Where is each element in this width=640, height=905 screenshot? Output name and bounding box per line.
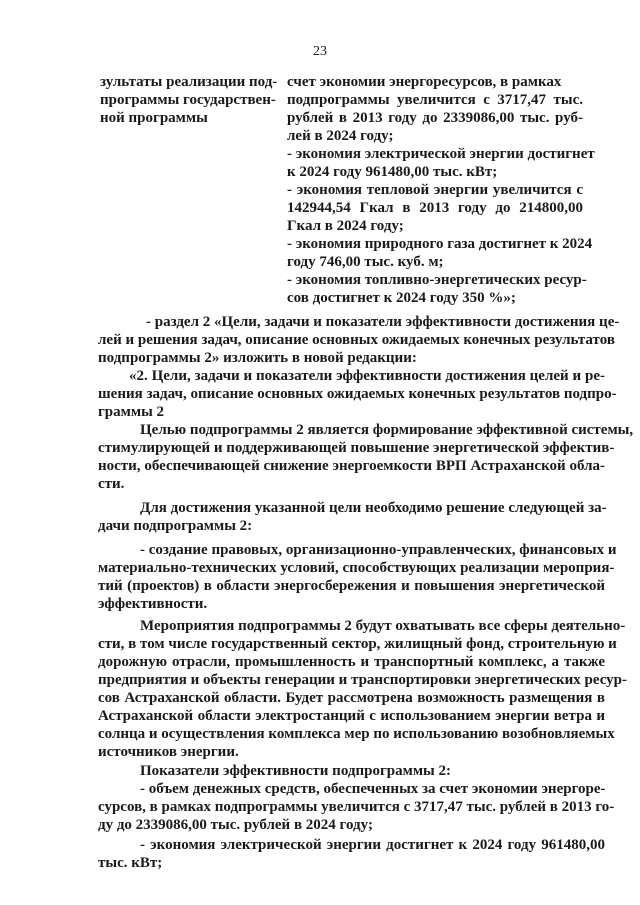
paragraph-line: тий (проектов) в области энергосбережения и повышения энергетической bbox=[98, 578, 605, 594]
paragraph-line: Для достижения указанной цели необходимо решение следующей за- bbox=[140, 500, 607, 516]
table-right-line: - экономия природного газа достигнет к 2024 bbox=[287, 236, 593, 252]
table-right-line: году 746,00 тыс. куб. м; bbox=[287, 254, 444, 270]
table-right-line: - экономия электрической энергии достигнет bbox=[287, 146, 595, 162]
paragraph-line: «2. Цели, задачи и показатели эффективности достижения целей и ре- bbox=[129, 368, 605, 384]
table-right-line: счет экономии энергоресурсов, в рамках bbox=[287, 74, 562, 90]
paragraph-line: - создание правовых, организационно-управленческих, финансовых и bbox=[140, 542, 617, 558]
paragraph-line: сти, в том числе государственный сектор, жилищный фонд, строительную и bbox=[98, 636, 617, 652]
paragraph-line: - экономия электрической энергии достигнет к 2024 году 961480,00 bbox=[140, 837, 605, 853]
paragraph-line: ду до 2339086,00 тыс. рублей в 2024 году; bbox=[98, 817, 373, 833]
paragraph-line: сов Астраханской области. Будет рассмотрена возможность размещения в bbox=[98, 690, 605, 706]
paragraph-line: граммы 2 bbox=[98, 404, 165, 420]
paragraph-line: Мероприятия подпрограммы 2 будут охватывать все сферы деятельно- bbox=[140, 618, 626, 634]
paragraph-line: эффективности. bbox=[98, 596, 208, 612]
paragraph-line: сти. bbox=[98, 476, 125, 492]
paragraph-line: стимулирующей и поддерживающей повышение энергетической эффектив- bbox=[98, 440, 615, 456]
paragraph-line: дачи подпрограммы 2: bbox=[98, 518, 253, 534]
table-left-line: программы государствен- bbox=[100, 92, 276, 108]
table-right-line: подпрограммы увеличится с 3717,47 тыс. bbox=[287, 92, 583, 108]
paragraph-line: сурсов, в рамках подпрограммы увеличится с 3717,47 тыс. рублей в 2013 го- bbox=[98, 799, 615, 815]
paragraph-line: - объем денежных средств, обеспеченных за счет экономии энергоре- bbox=[140, 781, 606, 797]
table-right-line: - экономия тепловой энергии увеличится с bbox=[287, 182, 583, 198]
paragraph-line: дорожную отрасли, промышленность и транспортный комплекс, а также bbox=[98, 654, 605, 670]
table-right-line: 142944,54 Гкал в 2013 году до 214800,00 bbox=[287, 200, 583, 216]
paragraph-line: солнца и осуществления комплекса мер по использованию возобновляемых bbox=[98, 726, 615, 742]
table-right-line: - экономия топливно-энергетических ресур- bbox=[287, 272, 587, 288]
table-right-line: рублей в 2013 году до 2339086,00 тыс. руб- bbox=[287, 110, 583, 126]
table-left-line: зультаты реализации под- bbox=[100, 74, 278, 90]
paragraph-line: Целью подпрограммы 2 является формирование эффективной системы, bbox=[140, 422, 634, 438]
table-right-line: лей в 2024 году; bbox=[287, 128, 394, 144]
paragraph-line: источников энергии. bbox=[98, 744, 239, 760]
paragraph-line: - раздел 2 «Цели, задачи и показатели эффективности достижения це- bbox=[146, 314, 620, 330]
paragraph-line: материально-технических условий, способствующих реализации мероприя- bbox=[98, 560, 615, 576]
paragraph-line: тыс. кВт; bbox=[98, 855, 163, 871]
paragraph-line: предприятия и объекты генерации и транспортировки энергетических ресур- bbox=[98, 672, 628, 688]
paragraph-line: лей и решения задач, описание основных ожидаемых конечных результатов bbox=[98, 332, 615, 348]
paragraph-line: шения задач, описание основных ожидаемых конечных результатов подпро- bbox=[98, 386, 617, 402]
paragraph-line: подпрограммы 2» изложить в новой редакции: bbox=[98, 350, 417, 366]
table-right-line: Гкал в 2024 году; bbox=[287, 218, 404, 234]
table-right-line: сов достигнет к 2024 году 350 %»; bbox=[287, 290, 516, 306]
paragraph-line: Астраханской области электростанций с использованием энергии ветра и bbox=[98, 708, 605, 724]
table-left-line: ной программы bbox=[100, 110, 208, 126]
table-right-line: к 2024 году 961480,00 тыс. кВт; bbox=[287, 164, 498, 180]
page-number: 23 bbox=[313, 44, 327, 59]
paragraph-line: ности, обеспечивающей снижение энергоемкости ВРП Астраханской обла- bbox=[98, 458, 605, 474]
paragraph-line: Показатели эффективности подпрограммы 2: bbox=[140, 763, 452, 779]
